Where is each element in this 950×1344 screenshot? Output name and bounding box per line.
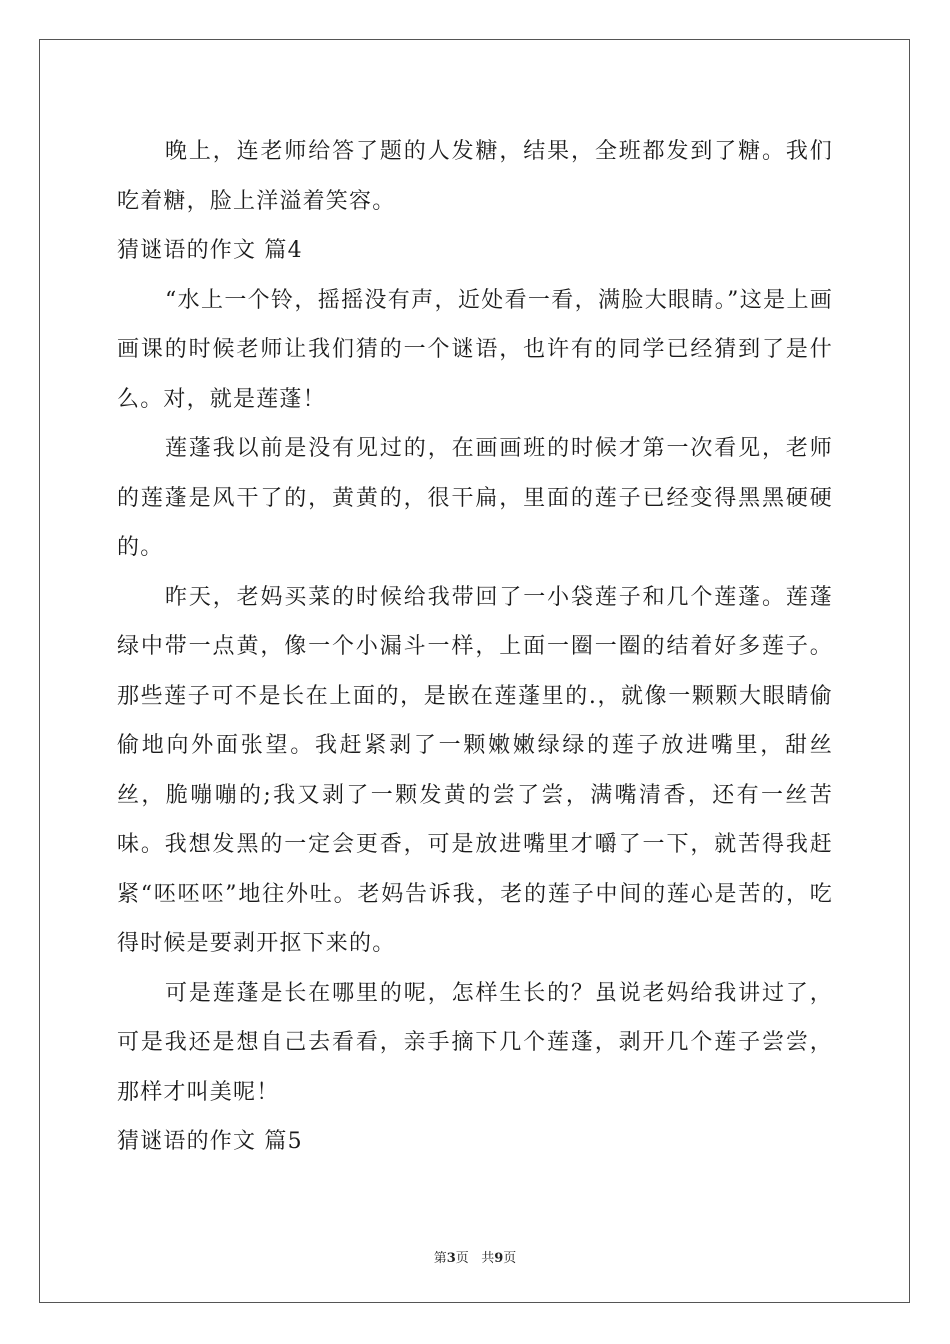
total-pages: 9 (494, 1251, 504, 1266)
paragraph: “水上一个铃，摇摇没有声，近处看一看，满脸大眼睛。”这是上画画课的时候老师让我们猜的一个谜语，也许有的同学已经猜到了是什么。对，就是莲蓬！ (117, 287, 833, 412)
paragraph: 莲蓬我以前是没有见过的，在画画班的时候才第一次看见，老师的莲蓬是风干了的，黄黄的，很干扁，里面的莲子已经变得黑黑硬硬的。 (117, 436, 833, 560)
page-footer (0, 1247, 950, 1266)
page-number: 3 (446, 1251, 456, 1266)
paragraph: 可是莲蓬是长在哪里的呢，怎样生长的？虽说老妈给我讲过了，可是我还是想自己去看看，亲手摘下几个莲蓬，剥开几个莲子尝尝，那样才叫美呢！ (117, 980, 833, 1105)
page-suffix: 页 (455, 1251, 469, 1266)
total-prefix: 共 (481, 1251, 495, 1266)
paragraph: 晚上，连老师给答了题的人发糖，结果，全班都发到了糖。我们吃着糖，脸上洋溢着笑容。 (117, 139, 833, 214)
section-heading: 猜谜语的作文 篇5 (117, 1129, 303, 1154)
document-body (117, 127, 833, 1167)
page-prefix: 第 (433, 1251, 447, 1266)
paragraph: 昨天，老妈买菜的时候给我带回了一小袋莲子和几个莲蓬。莲蓬绿中带一点黄，像一个小漏斗一样，上面一圈一圈的结着好多莲子。那些莲子可不是长在上面的，是嵌在莲蓬里的.，就像一颗颗大眼睛偷偷地向外面张望。我赶紧剥了一颗嫩嫩绿绿的莲子放进嘴里，甜丝丝，脆嘣嘣的;我又剥了一颗发黄的尝了尝，满嘴清香，还有一丝苦味。我想发黑的一定会更香，可是放进嘴里才嚼了一下，就苦得我赶紧“呸呸呸”地往外吐。老妈告诉我，老的莲子中间的莲心是苦的，吃得时候是要剥开抠下来的。 (117, 584, 833, 956)
total-suffix: 页 (503, 1251, 517, 1266)
section-heading: 猜谜语的作文 篇4 (117, 238, 303, 263)
